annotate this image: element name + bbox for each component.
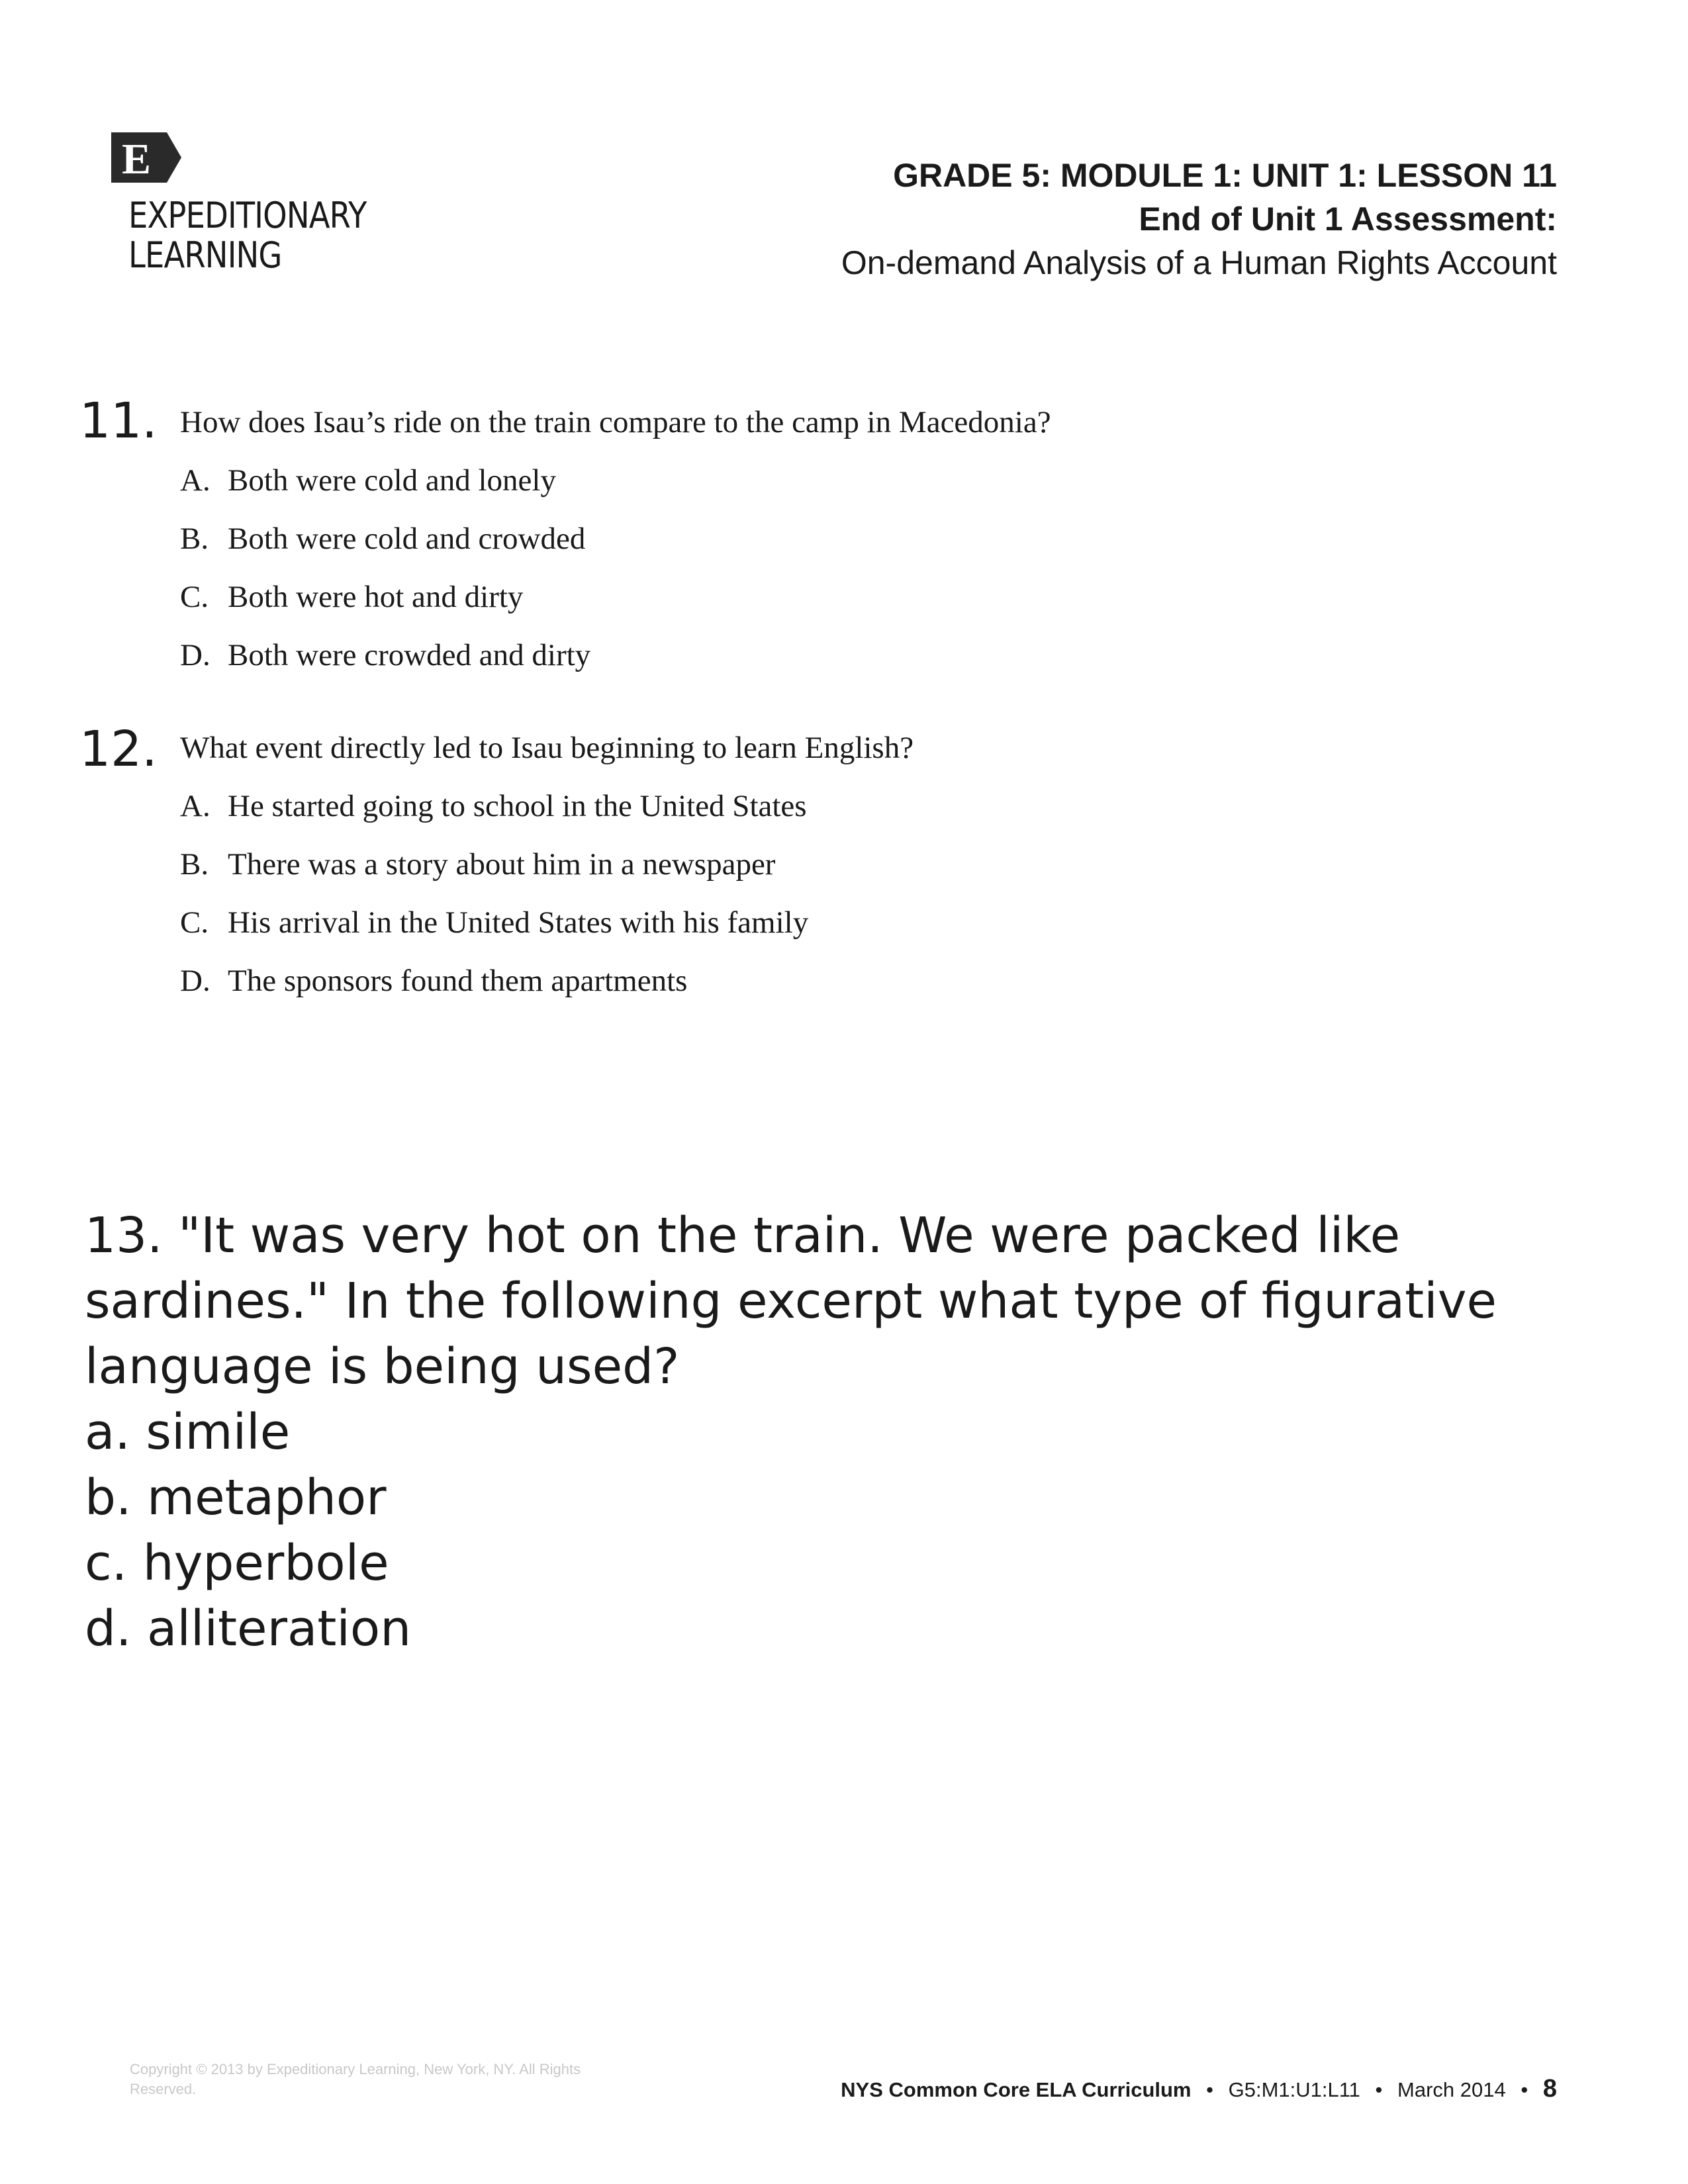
answer-option <box>180 904 808 941</box>
question-text: What event directly led to Isau beginning to learn English? <box>180 731 914 765</box>
logo-line-2: LEARNING <box>128 234 282 276</box>
question-text-line: language is being used? <box>85 1338 680 1395</box>
answer-option <box>180 520 585 557</box>
page-footer <box>841 2075 1557 2103</box>
lesson-title: GRADE 5: MODULE 1: UNIT 1: LESSON 11 <box>893 157 1557 194</box>
answer-option <box>180 637 590 674</box>
question-number: 11. <box>79 392 158 449</box>
option-text: The sponsors found them apartments <box>228 964 688 998</box>
option-letter: D. <box>180 964 211 998</box>
logo-wordmark <box>128 196 367 275</box>
option-letter: B. <box>180 847 209 882</box>
question-text: How does Isau’s ride on the train compare to the camp in Macedonia? <box>180 405 1051 439</box>
separator: • <box>1521 2078 1528 2101</box>
logo-line-1: EXPEDITIONARY <box>128 195 367 236</box>
separator: • <box>1206 2078 1213 2101</box>
option-text: Both were cold and crowded <box>228 522 586 556</box>
question-text-line: 13. "It was very hot on the train. We were packed like <box>85 1207 1401 1264</box>
question-13 <box>85 1203 1574 1662</box>
question-number: 12. <box>79 721 158 778</box>
answer-option: d. alliteration <box>85 1600 412 1657</box>
copyright-notice: Copyright © 2013 by Expeditionary Learning, New York, NY. All Rights Reserved. <box>130 2061 581 2097</box>
option-text: There was a story about him in a newspaper <box>228 847 776 882</box>
page-number: 8 <box>1542 2075 1557 2103</box>
option-text: Both were cold and lonely <box>228 463 556 498</box>
answer-option <box>180 462 556 499</box>
question-text-line: sardines." In the following excerpt what type of figurative <box>85 1273 1497 1330</box>
option-text: Both were hot and dirty <box>228 580 524 614</box>
option-text: He started going to school in the United States <box>228 789 807 823</box>
option-text: Both were crowded and dirty <box>228 638 591 672</box>
option-text: His arrival in the United States with his family <box>228 905 809 940</box>
answer-option <box>180 962 687 999</box>
curriculum-name: NYS Common Core ELA Curriculum <box>841 2078 1192 2101</box>
assessment-subtitle: On-demand Analysis of a Human Rights Account <box>841 244 1557 281</box>
expeditionary-learning-logo-icon <box>111 132 181 183</box>
answer-option <box>180 846 775 883</box>
answer-option <box>180 578 523 615</box>
option-letter: A. <box>180 463 211 498</box>
option-letter: D. <box>180 638 211 672</box>
lesson-code: G5:M1:U1:L11 <box>1228 2078 1360 2101</box>
footer-date: March 2014 <box>1397 2078 1506 2101</box>
answer-option: a. simile <box>85 1404 291 1461</box>
lesson-header <box>841 154 1557 285</box>
separator: • <box>1375 2078 1383 2101</box>
option-letter: B. <box>180 522 209 556</box>
answer-option: c. hyperbole <box>85 1535 389 1592</box>
option-letter: C. <box>180 905 209 940</box>
svg-text:E: E <box>121 135 152 183</box>
answer-option: b. metaphor <box>85 1469 387 1526</box>
option-letter: C. <box>180 580 209 614</box>
assessment-title: End of Unit 1 Assessment: <box>1139 201 1557 238</box>
answer-option <box>180 788 807 825</box>
option-letter: A. <box>180 789 211 823</box>
